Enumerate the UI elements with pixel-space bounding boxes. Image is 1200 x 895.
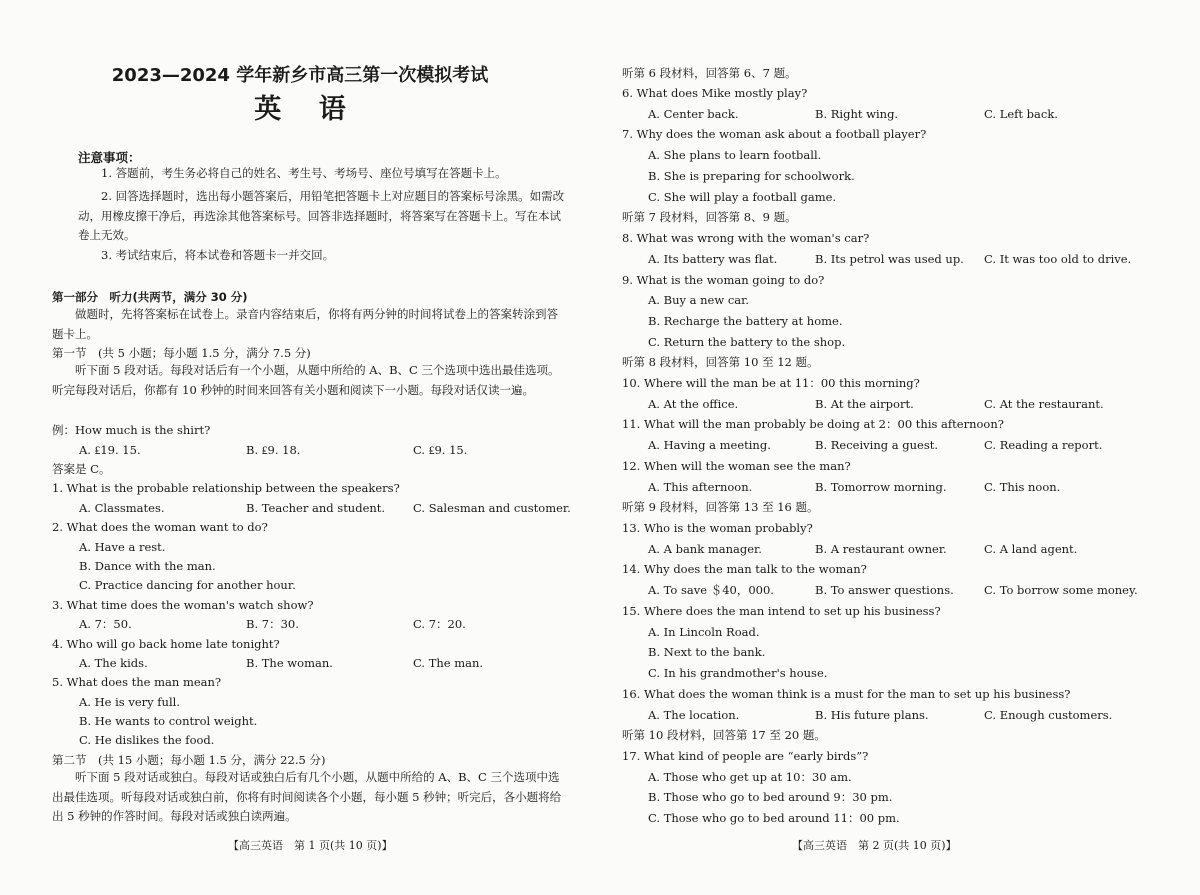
q9-option-b: B. Recharge the battery at home.: [648, 314, 843, 328]
q1-option-a: A. Classmates.: [79, 501, 165, 515]
q11-option-c: C. Reading a report.: [984, 438, 1103, 452]
q1-option-c: C. Salesman and customer.: [413, 501, 571, 515]
q16-option-a: A. The location.: [648, 708, 740, 722]
question-2: 2. What does the woman want to do?: [52, 520, 268, 534]
material-7-instruction: 听第 7 段材料，回答第 8、9 题。: [622, 210, 797, 224]
material-9-instruction: 听第 9 段材料，回答第 13 至 16 题。: [622, 500, 819, 514]
q14-option-a: A. To save ＄40，000.: [648, 583, 774, 597]
example-option-b: B. ₤9. 18.: [246, 443, 301, 457]
q11-option-a: A. Having a meeting.: [648, 438, 771, 452]
q16-option-c: C. Enough customers.: [984, 708, 1113, 722]
q10-option-b: B. At the airport.: [815, 397, 914, 411]
question-8: 8. What was wrong with the woman's car?: [622, 231, 870, 245]
q17-option-b: B. Those who go to bed around 9：30 pm.: [648, 790, 893, 804]
q4-option-b: B. The woman.: [246, 656, 333, 670]
section1-heading: 第一节 (共 5 小题；每小题 1.5 分，满分 7.5 分): [52, 346, 311, 360]
q7-option-a: A. She plans to learn football.: [648, 148, 822, 162]
question-16: 16. What does the woman think is a must for the man to set up his business?: [622, 687, 1071, 701]
question-7: 7. Why does the woman ask about a football player?: [622, 127, 927, 141]
section2-heading: 第二节 (共 15 小题；每小题 1.5 分，满分 22.5 分): [52, 753, 326, 767]
question-17: 17. What kind of people are “early birds”?: [622, 749, 869, 763]
exam-page-2: [600, 0, 1200, 895]
question-10: 10. Where will the man be at 11：00 this morning?: [622, 376, 920, 390]
q12-option-a: A. This afternoon.: [648, 480, 753, 494]
question-9: 9. What is the woman going to do?: [622, 273, 825, 287]
q11-option-b: B. Receiving a guest.: [815, 438, 939, 452]
q1-option-b: B. Teacher and student.: [246, 501, 386, 515]
question-5: 5. What does the man mean?: [52, 675, 222, 689]
question-3: 3. What time does the woman's watch show?: [52, 598, 314, 612]
q8-option-a: A. Its battery was flat.: [648, 252, 778, 266]
q2-option-a: A. Have a rest.: [79, 540, 166, 554]
q10-option-a: A. At the office.: [648, 397, 739, 411]
q8-option-b: B. Its petrol was used up.: [815, 252, 964, 266]
q17-option-a: A. Those who get up at 10：30 am.: [648, 770, 852, 784]
q5-option-a: A. He is very full.: [79, 695, 180, 709]
q12-option-c: C. This noon.: [984, 480, 1061, 494]
q12-option-b: B. Tomorrow morning.: [815, 480, 947, 494]
example-answer: 答案是 C。: [52, 462, 111, 476]
q10-option-c: C. At the restaurant.: [984, 397, 1104, 411]
example-question: 例：How much is the shirt?: [52, 423, 211, 437]
part1-heading: 第一部分 听力(共两节，满分 30 分): [52, 290, 248, 304]
q4-option-c: C. The man.: [413, 656, 484, 670]
page-footer: 【高三英语 第 2 页(共 10 页)】: [792, 839, 957, 852]
question-4: 4. Who will go back home late tonight?: [52, 637, 280, 651]
q17-option-c: C. Those who go to bed around 11：00 pm.: [648, 811, 900, 825]
q3-option-c: C. 7：20.: [413, 617, 466, 631]
q7-option-b: B. She is preparing for schoolwork.: [648, 169, 855, 183]
q9-option-a: A. Buy a new car.: [648, 293, 750, 307]
q7-option-c: C. She will play a football game.: [648, 190, 837, 204]
question-6: 6. What does Mike mostly play?: [622, 86, 808, 100]
q5-option-c: C. He dislikes the food.: [79, 733, 215, 747]
material-10-instruction: 听第 10 段材料，回答第 17 至 20 题。: [622, 728, 826, 742]
q13-option-a: A. A bank manager.: [648, 542, 762, 556]
notice-item-3: 3. 考试结束后，将本试卷和答题卡一并交回。: [101, 248, 335, 262]
q6-option-c: C. Left back.: [984, 107, 1058, 121]
q5-option-b: B. He wants to control weight.: [79, 714, 258, 728]
section2-intro: 听下面 5 段对话或独白。每段对话或独白后有几个小题，从题中所给的 A、B、C 三个选项中选出最佳选项。听每段对话或独白前，你将有时间阅读各个小题，每小题 5 秒钟；听完后，各小题将给出 5 秒钟的作答时间。每段对话或独白读两遍。: [52, 770, 562, 823]
q3-option-b: B. 7：30.: [246, 617, 299, 631]
q9-option-c: C. Return the battery to the shop.: [648, 335, 846, 349]
subject-title: 英 语: [254, 94, 346, 125]
question-14: 14. Why does the man talk to the woman?: [622, 562, 867, 576]
example-option-c: C. ₤9. 15.: [413, 443, 468, 457]
question-11: 11. What will the man probably be doing at 2：00 this afternoon?: [622, 417, 1004, 431]
q2-option-c: C. Practice dancing for another hour.: [79, 578, 296, 592]
material-8-instruction: 听第 8 段材料，回答第 10 至 12 题。: [622, 355, 819, 369]
q15-option-a: A. In Lincoln Road.: [648, 625, 760, 639]
question-1: 1. What is the probable relationship between the speakers?: [52, 481, 400, 495]
q8-option-c: C. It was too old to drive.: [984, 252, 1132, 266]
q13-option-b: B. A restaurant owner.: [815, 542, 947, 556]
q15-option-b: B. Next to the bank.: [648, 645, 766, 659]
q3-option-a: A. 7：50.: [79, 617, 132, 631]
notice-item-1: 1. 答题前，考生务必将自己的姓名、考生号、考场号、座位号填写在答题卡上。: [101, 166, 507, 180]
q15-option-c: C. In his grandmother's house.: [648, 666, 828, 680]
part1-intro: 做题时，先将答案标在试卷上。录音内容结束后，你将有两分钟的时间将试卷上的答案转涂到答题卡上。: [52, 307, 558, 341]
q14-option-b: B. To answer questions.: [815, 583, 954, 597]
q13-option-c: C. A land agent.: [984, 542, 1078, 556]
q4-option-a: A. The kids.: [79, 656, 148, 670]
notice-item-2: 2. 回答选择题时，选出每小题答案后，用铅笔把答题卡上对应题目的答案标号涂黑。如需改动，用橡皮擦干净后，再选涂其他答案标号。回答非选择题时，将答案写在答题卡上。写在本试卷上无效。: [78, 189, 565, 242]
question-15: 15. Where does the man intend to set up his business?: [622, 604, 941, 618]
example-option-a: A. ₤19. 15.: [79, 443, 141, 457]
question-12: 12. When will the woman see the man?: [622, 459, 851, 473]
page-footer: 【高三英语 第 1 页(共 10 页)】: [228, 839, 393, 852]
q6-option-a: A. Center back.: [648, 107, 739, 121]
q16-option-b: B. His future plans.: [815, 708, 929, 722]
material-6-instruction: 听第 6 段材料，回答第 6、7 题。: [622, 66, 797, 80]
exam-title: 2023—2024 学年新乡市高三第一次模拟考试: [111, 65, 489, 86]
q6-option-b: B. Right wing.: [815, 107, 899, 121]
notice-heading: 注意事项：: [78, 150, 141, 165]
q2-option-b: B. Dance with the man.: [79, 559, 216, 573]
q14-option-c: C. To borrow some money.: [984, 583, 1138, 597]
section1-intro: 听下面 5 段对话。每段对话后有一个小题，从题中所给的 A、B、C 三个选项中选出最佳选项。听完每段对话后，你都有 10 秒钟的时间来回答有关小题和阅读下一小题。每段对话仅读一遍。: [52, 363, 560, 397]
question-13: 13. Who is the woman probably?: [622, 521, 813, 535]
